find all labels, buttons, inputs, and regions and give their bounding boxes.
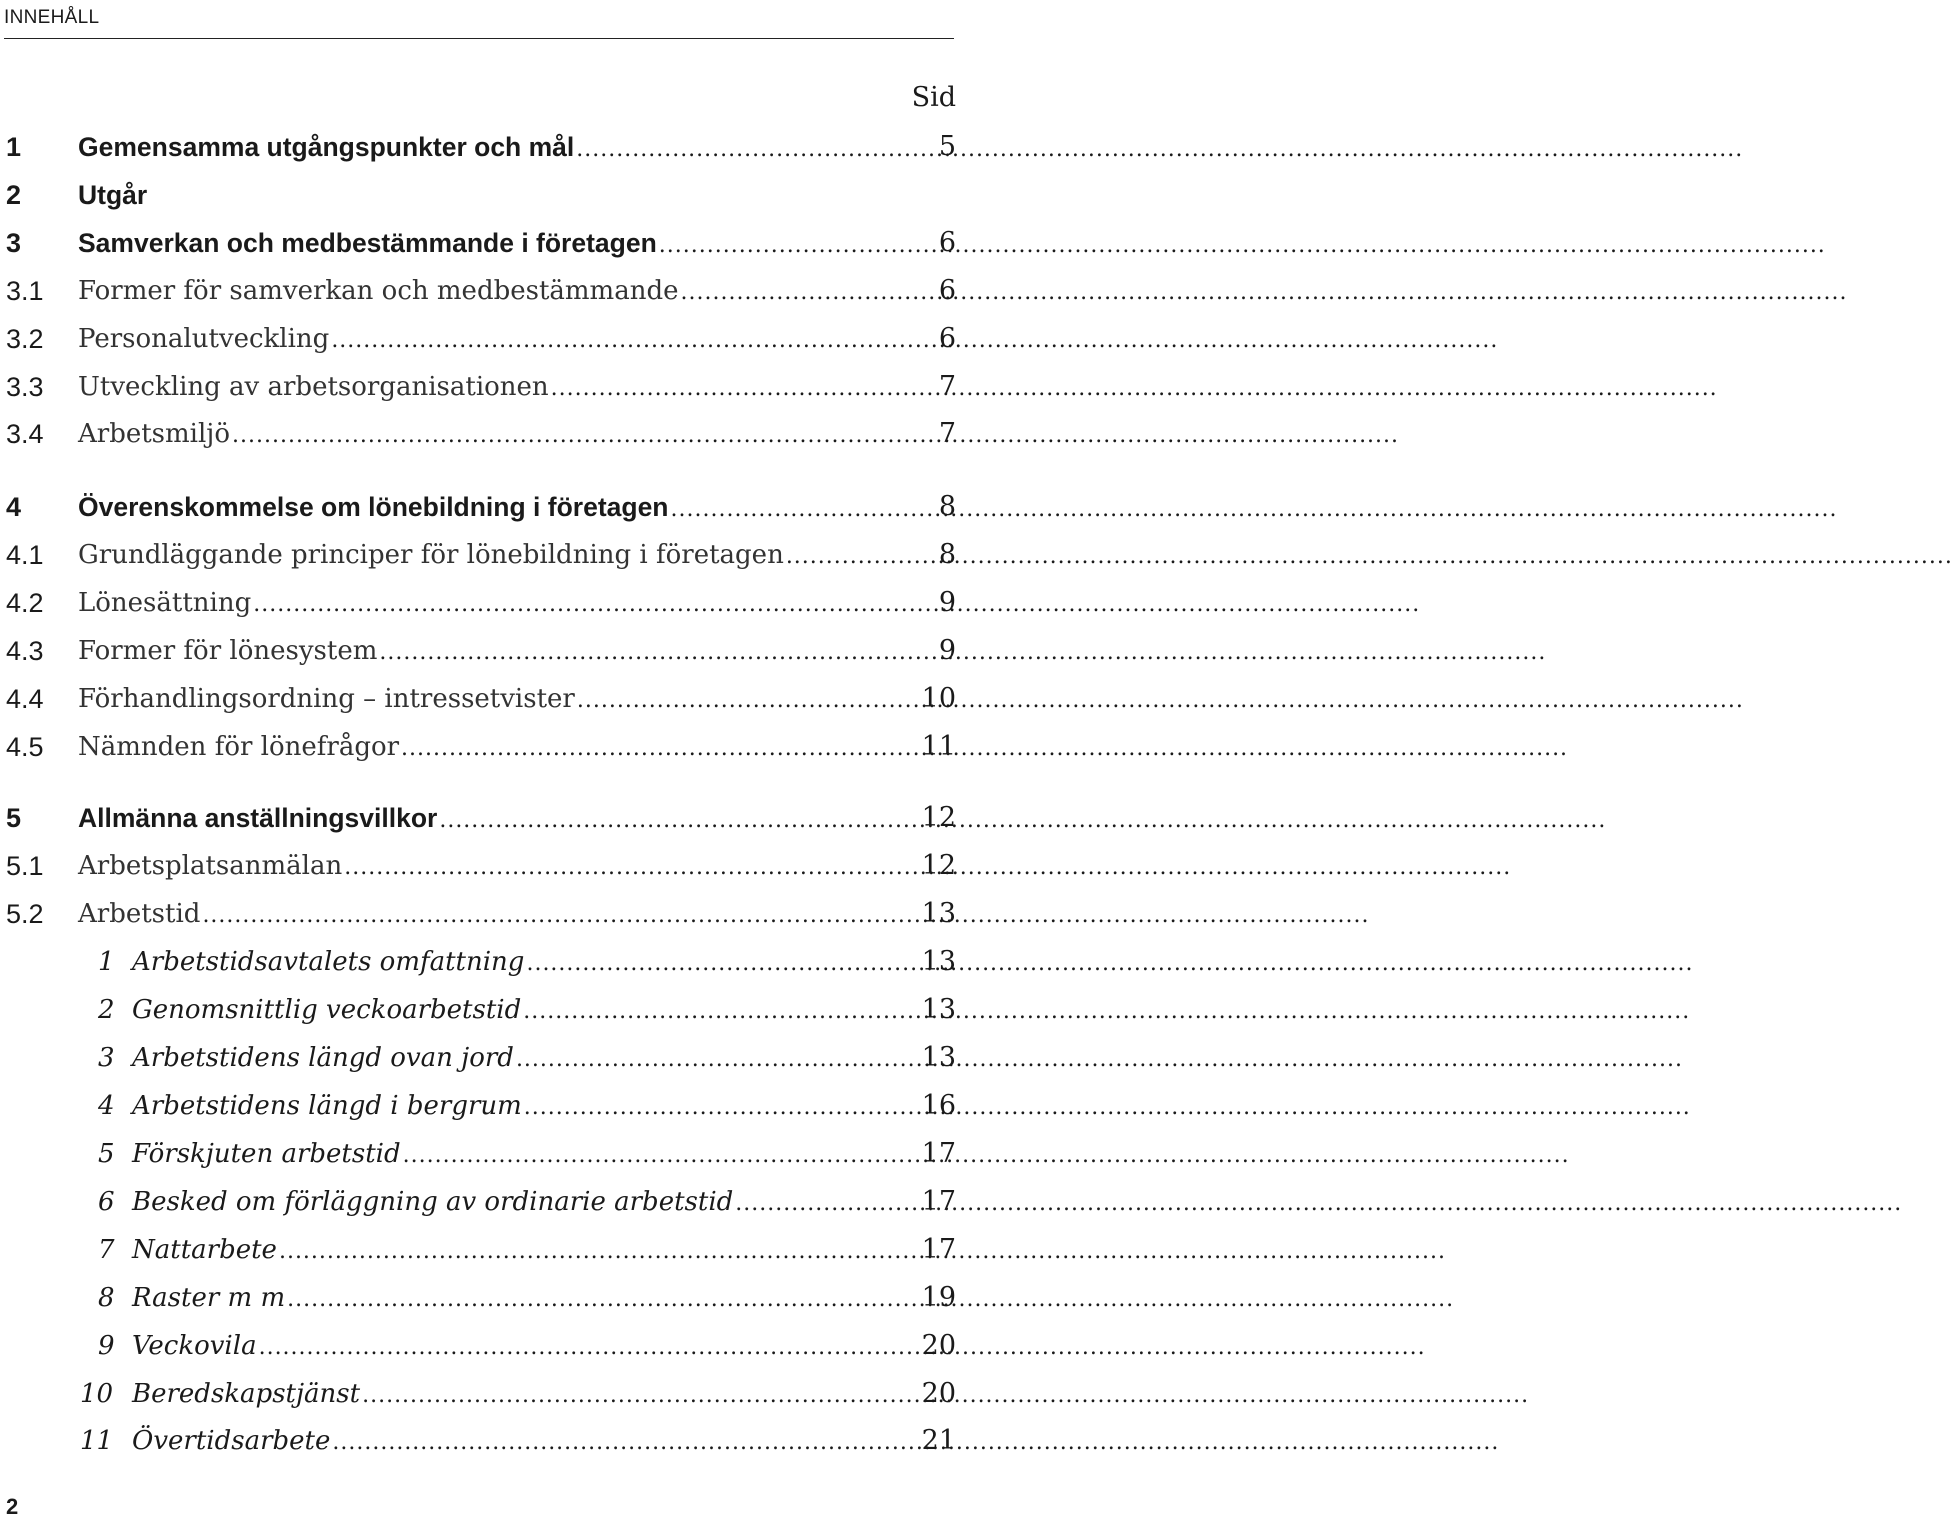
toc-entry-number: 4 bbox=[6, 492, 22, 522]
toc-entry bbox=[0, 1182, 960, 1222]
toc-entry-title-wrap bbox=[98, 1278, 874, 1318]
toc-entry-number: 3 bbox=[6, 228, 22, 258]
toc-entry-title: Lönesättning bbox=[78, 588, 252, 618]
toc-entry-page: 8 bbox=[938, 539, 956, 570]
toc-entry-page: 13 bbox=[921, 946, 956, 977]
toc-entry-page: 17 bbox=[921, 1234, 956, 1265]
section-header bbox=[4, 4, 954, 39]
toc-entry-title-wrap bbox=[98, 1134, 874, 1174]
toc-entry-title-wrap bbox=[78, 894, 874, 934]
toc-entry-title: Grundläggande principer för lönebildning i företagen bbox=[78, 540, 784, 570]
toc-entry-title: Utgår bbox=[78, 180, 148, 210]
toc-entry-number: 9 bbox=[98, 1331, 115, 1361]
toc-entry-page: 8 bbox=[938, 491, 956, 522]
toc-entry-page: 7 bbox=[938, 418, 956, 449]
toc-entry-title: Former för samverkan och medbestämmande bbox=[78, 276, 679, 306]
dot-leader bbox=[279, 1232, 1446, 1272]
toc-entry-title: Former för lönesystem bbox=[78, 636, 378, 666]
toc-entry-number: 5.2 bbox=[6, 899, 44, 929]
toc-entry-title-wrap bbox=[78, 846, 874, 886]
toc-entry-title-wrap bbox=[78, 679, 874, 719]
toc-entry bbox=[0, 846, 960, 886]
toc-entry bbox=[0, 487, 960, 527]
toc-entry-title: Gemensamma utgångspunkter och mål bbox=[78, 132, 575, 162]
toc-entry-title-wrap bbox=[80, 1421, 874, 1461]
toc-entry-title: Allmänna anställningsvillkor bbox=[78, 803, 438, 833]
toc-entry-number: 5.1 bbox=[6, 851, 44, 881]
toc-entry-number: 10 bbox=[80, 1379, 114, 1409]
toc-entry bbox=[0, 367, 960, 407]
toc-entry-title-wrap bbox=[78, 271, 874, 311]
dot-leader bbox=[403, 1136, 1570, 1176]
toc-entry-title: Utveckling av arbetsorganisationen bbox=[78, 372, 549, 402]
dot-leader bbox=[551, 369, 1718, 409]
toc-entry bbox=[0, 1278, 960, 1318]
dot-leader bbox=[253, 585, 1420, 625]
toc-entry bbox=[0, 1421, 960, 1461]
toc-entry-title: Samverkan och medbestämmande i företagen bbox=[78, 228, 657, 258]
toc-entry-title: Nämnden för lönefrågor bbox=[78, 732, 400, 762]
dot-leader bbox=[401, 729, 1568, 769]
toc-entry-title: Besked om förläggning av ordinarie arbetstid bbox=[132, 1187, 734, 1217]
dot-leader bbox=[259, 1328, 1426, 1368]
toc-entry-title-wrap bbox=[78, 535, 874, 575]
toc-entry-title: Arbetsplatsanmälan bbox=[78, 851, 343, 881]
toc-entry bbox=[0, 583, 960, 623]
toc-entry-number: 1 bbox=[6, 132, 22, 162]
toc-entry bbox=[0, 1086, 960, 1126]
toc-entry-page: 20 bbox=[921, 1330, 956, 1361]
toc-entry-number: 11 bbox=[80, 1426, 114, 1456]
toc-entry-title-wrap bbox=[78, 127, 874, 167]
toc-entry-title-wrap bbox=[78, 487, 874, 527]
toc-entry-page: 6 bbox=[938, 227, 956, 258]
toc-entry-page: 13 bbox=[921, 1042, 956, 1073]
toc-entry-number: 4.5 bbox=[6, 732, 44, 762]
toc-entry bbox=[0, 175, 960, 215]
toc-entry-page: 17 bbox=[921, 1186, 956, 1217]
section-header-title: INNEHÅLL bbox=[4, 7, 100, 28]
toc-entry-title-wrap bbox=[78, 319, 874, 359]
dot-leader bbox=[232, 416, 1399, 456]
toc-entry-title: Nattarbete bbox=[132, 1235, 277, 1265]
toc-entry-title: Genomsnittlig veckoarbetstid bbox=[132, 995, 522, 1025]
toc-entry-page: 16 bbox=[921, 1090, 956, 1121]
toc-entry-page: 9 bbox=[938, 635, 956, 666]
toc-entry-title-wrap bbox=[78, 727, 874, 767]
dot-leader bbox=[671, 490, 1838, 530]
toc-entry-page: 12 bbox=[921, 850, 956, 881]
dot-leader bbox=[523, 992, 1690, 1032]
toc-entry-number: 3.4 bbox=[6, 419, 44, 449]
toc-entry-number: 4.4 bbox=[6, 684, 44, 714]
toc-entry-number: 4.1 bbox=[6, 540, 44, 570]
toc-entry-page: 12 bbox=[921, 802, 956, 833]
toc-entry-title-wrap bbox=[78, 175, 874, 215]
dot-leader bbox=[526, 944, 1693, 984]
toc-entry-title-wrap bbox=[98, 1086, 874, 1126]
toc-entry-title: Överenskommelse om lönebildning i företagen bbox=[78, 492, 669, 522]
dot-leader bbox=[202, 896, 1369, 936]
toc-entry-page: 20 bbox=[921, 1378, 956, 1409]
toc-entry-title-wrap bbox=[78, 223, 874, 263]
dot-leader bbox=[379, 633, 1546, 673]
toc-entry-title: Arbetstidens längd i bergrum bbox=[132, 1091, 522, 1121]
toc-entry-number: 2 bbox=[6, 180, 22, 210]
toc-entry-title: Arbetstidsavtalets omfattning bbox=[132, 947, 525, 977]
toc-entry-title: Raster m m bbox=[132, 1283, 286, 1313]
toc-entry-number: 5 bbox=[98, 1139, 115, 1169]
toc-entry-title: Arbetstid bbox=[78, 899, 201, 929]
toc-entry-number: 3.1 bbox=[6, 276, 44, 306]
toc-entry-number: 1 bbox=[98, 947, 115, 977]
toc-entry-number: 6 bbox=[98, 1187, 115, 1217]
toc-entry-number: 3.2 bbox=[6, 324, 44, 354]
toc-entry bbox=[0, 1326, 960, 1366]
dot-leader bbox=[576, 130, 1743, 170]
toc-entry-title: Personalutveckling bbox=[78, 324, 330, 354]
toc-entry-page: 21 bbox=[921, 1425, 956, 1456]
toc-entry bbox=[0, 223, 960, 263]
toc-entry-number: 3 bbox=[98, 1043, 115, 1073]
toc-entry-title-wrap bbox=[98, 1230, 874, 1270]
toc-entry-title-wrap bbox=[78, 798, 874, 838]
dot-leader bbox=[287, 1280, 1454, 1320]
toc-entry-number: 4.2 bbox=[6, 588, 44, 618]
toc-entry-page: 13 bbox=[921, 994, 956, 1025]
toc-entry bbox=[0, 942, 960, 982]
toc-entry-title-wrap bbox=[98, 1326, 874, 1366]
toc-entry-page: 17 bbox=[921, 1138, 956, 1169]
toc-entry-title: Arbetstidens längd ovan jord bbox=[132, 1043, 514, 1073]
toc-entry-page: 5 bbox=[938, 131, 956, 162]
toc-entry-number: 4 bbox=[98, 1091, 115, 1121]
toc-entry-title-wrap bbox=[78, 414, 874, 454]
toc-entry-title: Övertidsarbete bbox=[132, 1426, 331, 1456]
toc-entry-number: 4.3 bbox=[6, 636, 44, 666]
toc-entry-page: 7 bbox=[938, 371, 956, 402]
toc-entry-page: 11 bbox=[921, 731, 956, 762]
toc-entry-page: 6 bbox=[938, 323, 956, 354]
toc-entry bbox=[0, 894, 960, 934]
toc-entry bbox=[0, 414, 960, 454]
toc-entry-title: Beredskapstjänst bbox=[132, 1379, 361, 1409]
toc-entry-title-wrap bbox=[80, 1374, 874, 1414]
toc-entry-page: 9 bbox=[938, 587, 956, 618]
toc-entry-number: 7 bbox=[98, 1235, 115, 1265]
toc-entry bbox=[0, 127, 960, 167]
dot-leader bbox=[439, 801, 1606, 841]
toc-entry bbox=[0, 1134, 960, 1174]
dot-leader bbox=[681, 273, 1848, 313]
toc-entry bbox=[0, 1374, 960, 1414]
toc-entry-page: 10 bbox=[921, 683, 956, 714]
toc-entry-page: 13 bbox=[921, 898, 956, 929]
toc-entry-title-wrap bbox=[98, 990, 874, 1030]
toc-entry-title: Förhandlingsordning – intressetvister bbox=[78, 684, 575, 714]
dot-leader bbox=[786, 537, 1953, 577]
toc-entry-title: Veckovila bbox=[132, 1331, 257, 1361]
toc-entry-number: 5 bbox=[6, 803, 22, 833]
toc-entry bbox=[0, 319, 960, 359]
toc-entry-page: 19 bbox=[921, 1282, 956, 1313]
dot-leader bbox=[659, 226, 1826, 266]
page-column-header: Sid bbox=[911, 82, 956, 113]
toc-entry-number: 2 bbox=[98, 995, 115, 1025]
toc-entry bbox=[0, 1038, 960, 1078]
dot-leader bbox=[577, 681, 1744, 721]
toc-entry-title-wrap bbox=[98, 1038, 874, 1078]
page-number: 2 bbox=[6, 1494, 19, 1519]
toc-entry-number: 8 bbox=[98, 1283, 115, 1313]
toc-entry-title-wrap bbox=[78, 583, 874, 623]
toc-entry bbox=[0, 271, 960, 311]
toc-entry-title-wrap bbox=[98, 942, 874, 982]
toc-entry bbox=[0, 727, 960, 767]
toc-entry bbox=[0, 1230, 960, 1270]
toc-entry-page: 6 bbox=[938, 275, 956, 306]
dot-leader bbox=[524, 1088, 1691, 1128]
toc-entry bbox=[0, 631, 960, 671]
toc-entry-title-wrap bbox=[78, 631, 874, 671]
toc-entry bbox=[0, 535, 960, 575]
dot-leader bbox=[516, 1040, 1683, 1080]
toc-entry-title-wrap bbox=[78, 367, 874, 407]
toc-entry bbox=[0, 798, 960, 838]
toc-entry-number: 3.3 bbox=[6, 372, 44, 402]
toc-entry-title: Arbetsmiljö bbox=[78, 419, 231, 449]
toc-entry bbox=[0, 990, 960, 1030]
toc-entry-title: Förskjuten arbetstid bbox=[132, 1139, 401, 1169]
toc-entry bbox=[0, 679, 960, 719]
toc-entry-title-wrap bbox=[98, 1182, 874, 1222]
